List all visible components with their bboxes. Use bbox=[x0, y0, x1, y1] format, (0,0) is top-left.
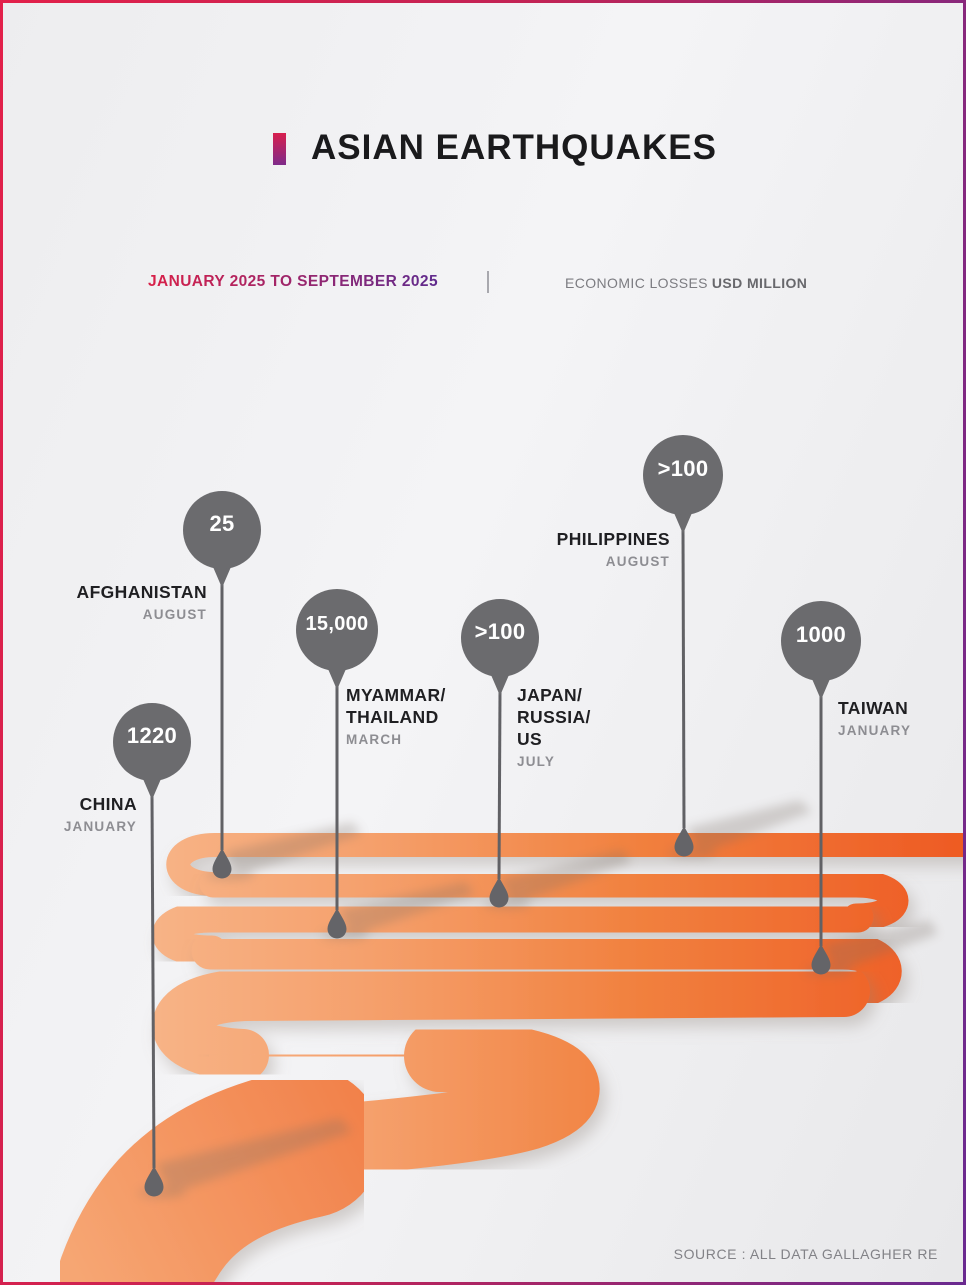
country-name: THAILAND bbox=[346, 707, 439, 727]
label-philippines bbox=[557, 528, 670, 570]
page-title: ASIAN EARTHQUAKES bbox=[311, 128, 717, 167]
label-taiwan bbox=[838, 697, 911, 739]
pin-stem-japan-russia-us bbox=[499, 692, 500, 879]
country-name: RUSSIA/ bbox=[517, 707, 591, 727]
country-name: US bbox=[517, 729, 543, 749]
teardrop-china bbox=[145, 1166, 164, 1197]
label-china bbox=[64, 793, 137, 835]
value-afghanistan: 25 bbox=[209, 511, 235, 536]
pin-stem-philippines bbox=[683, 530, 684, 828]
event-month: MARCH bbox=[346, 732, 403, 747]
teardrop-japan-russia-us bbox=[490, 877, 509, 908]
event-month: JANUARY bbox=[838, 723, 912, 738]
country-name: MYAMMAR/ bbox=[346, 685, 446, 705]
teardrop-myanmar-thailand bbox=[328, 908, 347, 939]
country-name: TAIWAN bbox=[838, 698, 909, 718]
label-japan-russia-us bbox=[517, 684, 591, 770]
country-name: JAPAN/ bbox=[517, 685, 583, 705]
teardrop-philippines bbox=[675, 826, 694, 857]
value-taiwan: 1000 bbox=[795, 622, 847, 647]
teardrop-taiwan bbox=[812, 944, 831, 975]
value-myanmar-thailand: 15,000 bbox=[305, 613, 369, 635]
period-label: JANUARY 2025 TO SEPTEMBER 2025 bbox=[148, 273, 438, 290]
event-month: AUGUST bbox=[142, 607, 207, 622]
pin-teardrops bbox=[145, 826, 831, 1197]
event-month: AUGUST bbox=[605, 554, 670, 569]
value-japan-russia-us: >100 bbox=[474, 619, 526, 644]
label-myanmar-thailand bbox=[346, 684, 446, 748]
measure-text: ECONOMIC LOSSES bbox=[565, 275, 708, 291]
source-credit: SOURCE : ALL DATA GALLAGHER RE bbox=[673, 1246, 938, 1262]
pin-stem-china bbox=[152, 796, 154, 1168]
country-name: PHILIPPINES bbox=[556, 529, 670, 549]
teardrop-afghanistan bbox=[213, 848, 232, 879]
event-month: JULY bbox=[517, 754, 556, 769]
measure-unit: USD MILLION bbox=[711, 275, 808, 291]
label-afghanistan bbox=[77, 581, 207, 623]
event-month: JANUARY bbox=[63, 819, 137, 834]
value-china: 1220 bbox=[126, 723, 178, 748]
country-name: CHINA bbox=[79, 794, 137, 814]
country-name: AFGHANISTAN bbox=[76, 582, 207, 602]
value-philippines: >100 bbox=[657, 456, 709, 481]
